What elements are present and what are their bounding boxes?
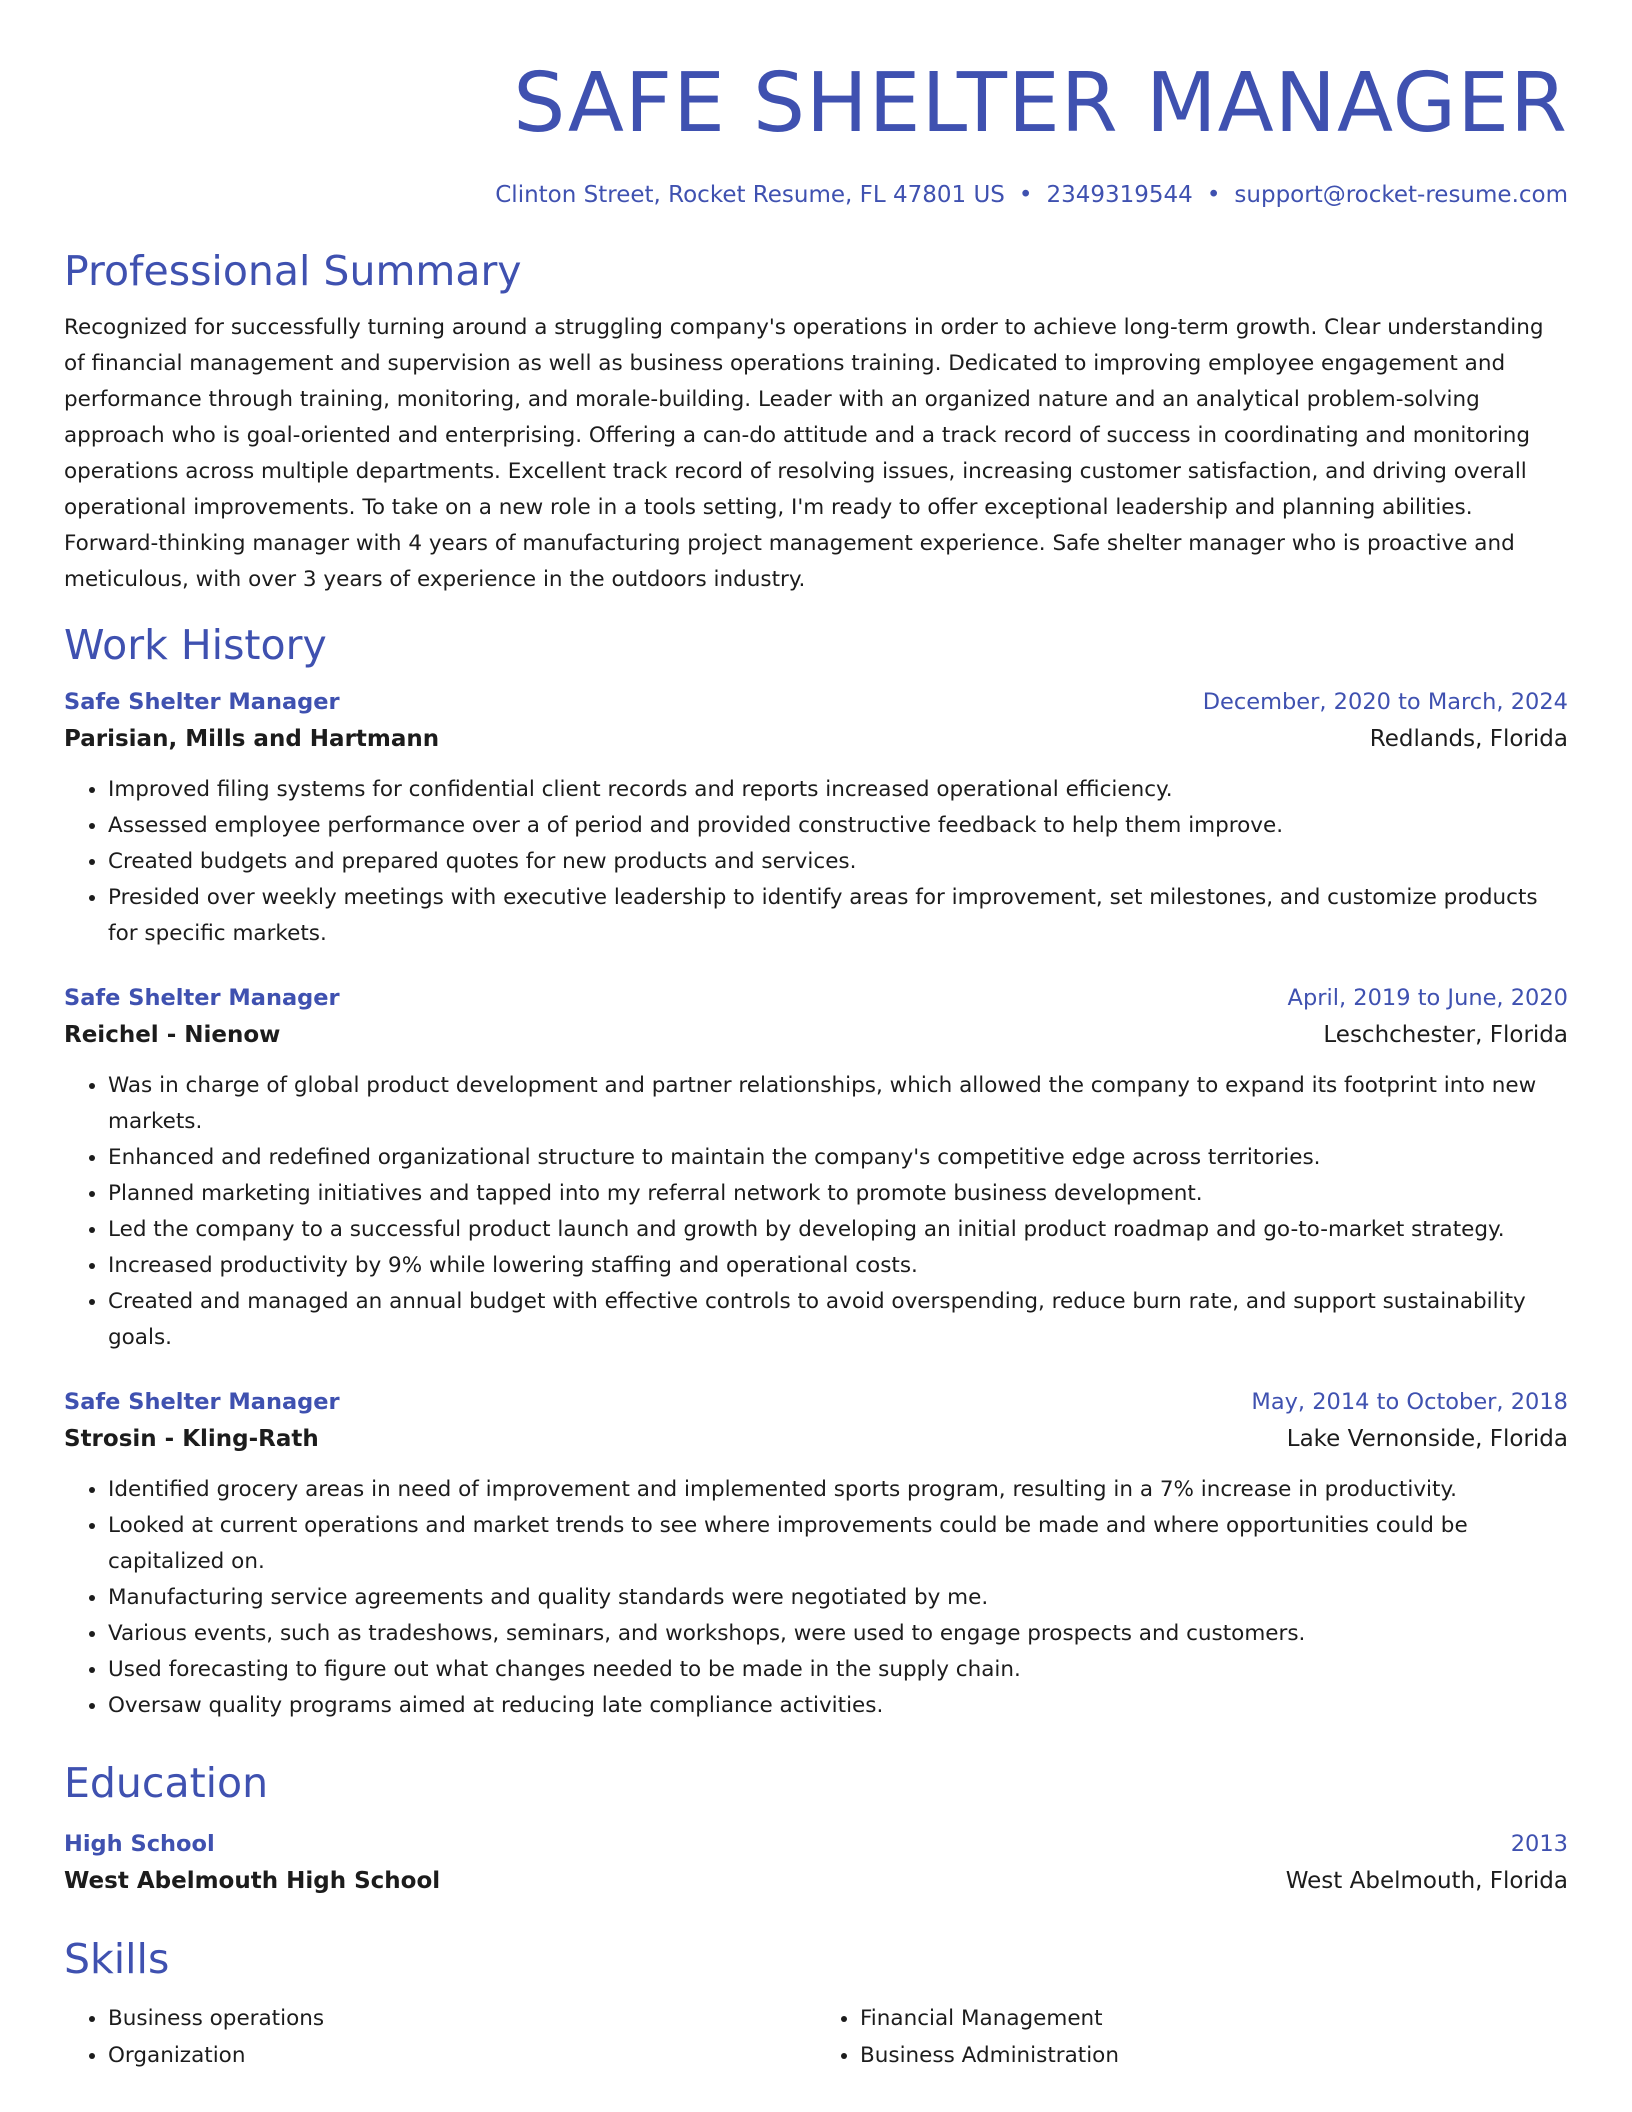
education-school: West Abelmouth High School bbox=[64, 1868, 441, 1894]
job-bullets bbox=[64, 1068, 1568, 1356]
job-bullet: • Created and managed an annual budget with effective controls to avoid overspending, reduce burn rate, and support sustainability goals. bbox=[108, 1284, 1568, 1356]
job-bullet: • Used forecasting to figure out what changes needed to be made in the supply chain. bbox=[108, 1652, 1568, 1688]
education-school-row bbox=[64, 1862, 1568, 1900]
job-location: Redlands, Florida bbox=[1369, 726, 1568, 752]
job-bullet: • Manufacturing service agreements and quality standards were negotiated by me. bbox=[108, 1580, 1568, 1616]
job-bullet: • Increased productivity by 9% while lowering staffing and operational costs. bbox=[108, 1248, 1568, 1284]
skill-item: • Business operations bbox=[108, 2000, 816, 2037]
summary-heading: Professional Summary bbox=[64, 247, 522, 295]
contact-separator: • bbox=[1206, 182, 1221, 208]
education-year: 2013 bbox=[1510, 1831, 1568, 1857]
work-history-heading: Work History bbox=[64, 621, 327, 669]
summary-text: Recognized for successfully turning around a struggling company's operations in order to achieve long-term growth. Clear understanding of financial management and supervision as well as business operations training. Dedicated to improving employee engagement and performance through training, monitoring, and morale-building. Leader with an organized nature and an analytical problem-solving approach who is goal-oriented and enterprising. Offering a can-do attitude and a track record of success in coordinating and monitoring operations across multiple departments. Excellent track record of resolving issues, increasing customer satisfaction, and driving overall operational improvements. To take on a new role in a tools setting, I'm ready to offer exceptional leadership and planning abilities. Forward-thinking manager with 4 years of manufacturing project management experience. Safe shelter manager who is proactive and meticulous, with over 3 years of experience in the outdoors industry. bbox=[64, 315, 1544, 592]
contact-address: Clinton Street, Rocket Resume, FL 47801 US bbox=[495, 182, 1005, 208]
job-bullet: • Planned marketing initiatives and tapped into my referral network to promote business development. bbox=[108, 1176, 1568, 1212]
job-bullets bbox=[64, 1472, 1568, 1724]
job-bullet: • Led the company to a successful product launch and growth by developing an initial product roadmap and go-to-market strategy. bbox=[108, 1212, 1568, 1248]
education-entry bbox=[64, 1826, 1568, 1900]
job-bullet: • Various events, such as tradeshows, seminars, and workshops, were used to engage prospects and customers. bbox=[108, 1616, 1568, 1652]
skill-item: • Organization bbox=[108, 2037, 816, 2074]
job-title: Safe Shelter Manager bbox=[64, 689, 340, 715]
resume-name: SAFE SHELTER MANAGER bbox=[513, 56, 1568, 151]
job-bullet: • Created budgets and prepared quotes for new products and services. bbox=[108, 844, 1568, 880]
job-bullet: • Improved filing systems for confidential client records and reports increased operational efficiency. bbox=[108, 772, 1568, 808]
job-dates: April, 2019 to June, 2020 bbox=[1287, 985, 1568, 1011]
skills-column-left bbox=[64, 2000, 816, 2074]
job-entry bbox=[64, 684, 1568, 952]
skills-column-right bbox=[816, 2000, 1568, 2074]
skill-item: • Financial Management bbox=[860, 2000, 1568, 2037]
contact-phone: 2349319544 bbox=[1046, 182, 1193, 208]
contact-separator: • bbox=[1018, 182, 1033, 208]
job-company: Reichel - Nienow bbox=[64, 1022, 281, 1048]
job-header-row bbox=[64, 980, 1568, 1016]
job-header-row bbox=[64, 1384, 1568, 1420]
job-entry bbox=[64, 980, 1568, 1356]
job-bullets bbox=[64, 772, 1568, 952]
education-header-row bbox=[64, 1826, 1568, 1862]
job-company: Parisian, Mills and Hartmann bbox=[64, 726, 440, 752]
skills-grid bbox=[64, 2000, 1568, 2074]
job-bullet: • Assessed employee performance over a of period and provided constructive feedback to help them improve. bbox=[108, 808, 1568, 844]
job-company-row bbox=[64, 1016, 1568, 1054]
job-location: Leschchester, Florida bbox=[1323, 1022, 1568, 1048]
job-bullet: • Looked at current operations and market trends to see where improvements could be made and where opportunities could be capitalized on. bbox=[108, 1508, 1568, 1580]
job-header-row bbox=[64, 684, 1568, 720]
job-bullet: • Was in charge of global product development and partner relationships, which allowed the company to expand its footprint into new markets. bbox=[108, 1068, 1568, 1140]
job-company: Strosin - Kling-Rath bbox=[64, 1426, 319, 1452]
job-dates: May, 2014 to October, 2018 bbox=[1251, 1389, 1568, 1415]
job-title: Safe Shelter Manager bbox=[64, 1389, 340, 1415]
contact-line bbox=[64, 180, 1568, 210]
contact-email[interactable]: support@rocket-resume.com bbox=[1234, 182, 1568, 208]
job-bullet: • Presided over weekly meetings with executive leadership to identify areas for improvement, set milestones, and customize products for specific markets. bbox=[108, 880, 1568, 952]
skill-item: • Business Administration bbox=[860, 2037, 1568, 2074]
job-entry bbox=[64, 1384, 1568, 1724]
skills-heading: Skills bbox=[64, 1935, 170, 1983]
job-location: Lake Vernonside, Florida bbox=[1286, 1426, 1568, 1452]
job-bullet: • Identified grocery areas in need of improvement and implemented sports program, resulting in a 7% increase in productivity. bbox=[108, 1472, 1568, 1508]
job-dates: December, 2020 to March, 2024 bbox=[1202, 689, 1568, 715]
job-company-row bbox=[64, 1420, 1568, 1458]
education-degree: High School bbox=[64, 1831, 215, 1857]
job-bullet: • Enhanced and redefined organizational structure to maintain the company's competitive edge across territories. bbox=[108, 1140, 1568, 1176]
education-location: West Abelmouth, Florida bbox=[1285, 1868, 1568, 1894]
education-heading: Education bbox=[64, 1759, 269, 1807]
job-company-row bbox=[64, 720, 1568, 758]
job-title: Safe Shelter Manager bbox=[64, 985, 340, 1011]
job-bullet: • Oversaw quality programs aimed at reducing late compliance activities. bbox=[108, 1688, 1568, 1724]
resume-page bbox=[64, 0, 1568, 2074]
